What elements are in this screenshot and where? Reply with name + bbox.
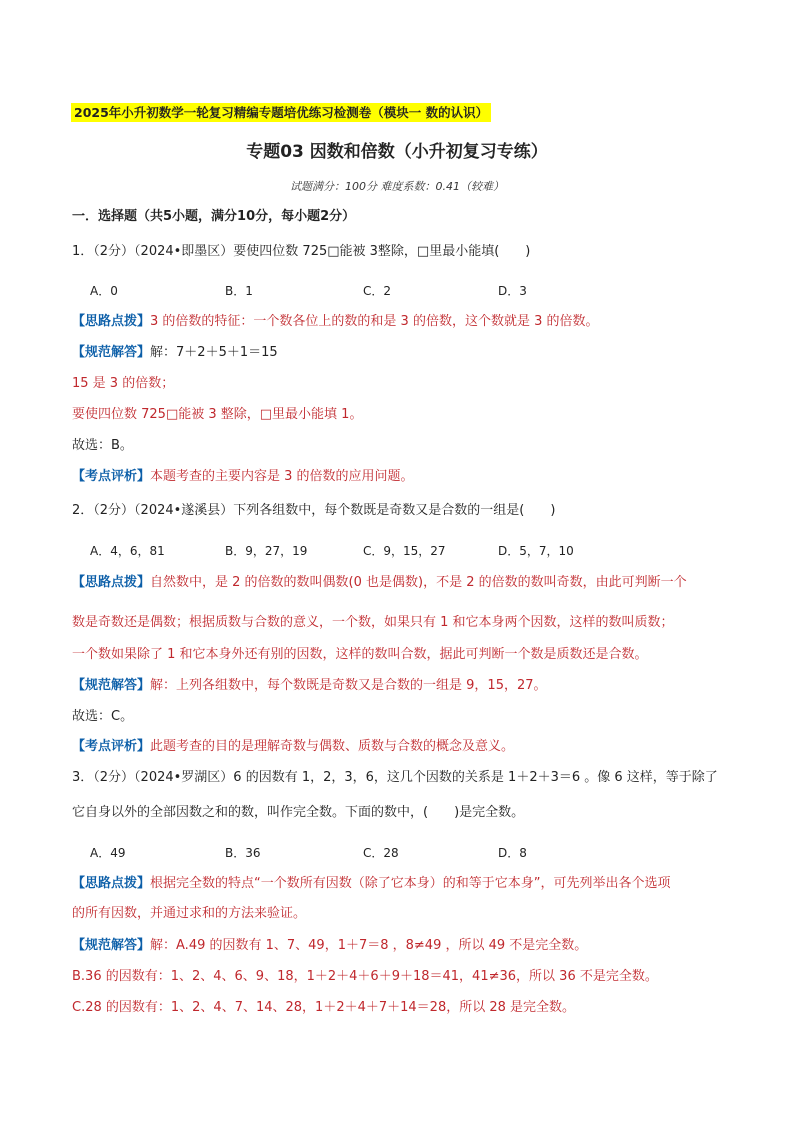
q1-answer-calc: 7＋2＋5＋1＝15	[176, 345, 278, 360]
q1-stem: 1．（2分）（2024•即墨区）要使四位数 725□能被 3整除，□里最小能填( )	[72, 244, 531, 259]
q2-answer: 解：上列各组数中，每个数既是奇数又是合数的一组是 9，15，27。	[150, 678, 547, 693]
q1-review: 本题考查的主要内容是 3 的倍数的应用问题。	[150, 469, 414, 484]
q3-answer-tag: 【规范解答】	[72, 938, 151, 953]
q1-review-tag: 【考点评析】	[72, 469, 151, 484]
q1-answer-prefix: 解：	[150, 345, 177, 360]
q2-review: 此题考查的目的是理解奇数与偶数、质数与合数的概念及意义。	[150, 739, 515, 754]
q2-review-tag: 【考点评析】	[72, 739, 151, 754]
q1-hint-line	[72, 313, 599, 330]
q2-answer-tag: 【规范解答】	[72, 678, 151, 693]
q2-option-b: B．9，27，19	[225, 544, 308, 558]
q3-stem-2: 它自身以外的全部因数之和的数，叫作完全数。下面的数中，( )是完全数。	[72, 805, 525, 820]
q1-choice: 故选：B。	[72, 438, 133, 453]
q3-option-c: C．28	[363, 846, 399, 860]
q2-hint-2: 数是奇数还是偶数；根据质数与合数的意义，一个数，如果只有 1 和它本身两个因数，这样的数叫质数；	[72, 615, 674, 630]
q1-option-d: D．3	[498, 284, 527, 298]
q2-hint-3: 一个数如果除了 1 和它本身外还有别的因数，这样的数叫合数，据此可判断一个数是质数还是合数。	[72, 647, 648, 662]
doc-banner: 2025年小升初数学一轮复习精编专题培优练习检测卷（模块一 数的认识）	[71, 103, 491, 122]
q3-hint-tag: 【思路点拨】	[72, 876, 151, 891]
q3-answer-1: 解：A.49 的因数有 1、7、49，1＋7＝8 ，8≠49 ，所以 49 不是完全数。	[150, 938, 588, 953]
section-heading: 一．选择题（共5小题，满分10分，每小题2分）	[72, 209, 356, 224]
q2-option-d: D．5，7，10	[498, 544, 574, 558]
q3-option-d: D．8	[498, 846, 527, 860]
q3-option-a: A．49	[90, 846, 126, 860]
q3-option-b: B．36	[225, 846, 261, 860]
q1-answer-line	[72, 344, 278, 361]
q2-option-c: C．9，15，27	[363, 544, 446, 558]
q2-stem: 2．（2分）（2024•遂溪县）下列各组数中，每个数既是奇数又是合数的一组是( )	[72, 503, 556, 518]
q3-answer-2: B.36 的因数有：1、2、4、6、9、18，1＋2＋4＋6＋9＋18＝41，41≠36，所以 36 不是完全数。	[72, 969, 658, 984]
q1-option-c: C．2	[363, 284, 392, 298]
score-difficulty: 试题满分：100分 难度系数：0.41（较难）	[290, 180, 504, 193]
q1-option-b: B．1	[225, 284, 253, 298]
q2-choice: 故选：C。	[72, 709, 134, 724]
q1-answer-tag: 【规范解答】	[72, 345, 151, 360]
q3-stem-1: 3．（2分）（2024•罗湖区）6 的因数有 1，2，3，6，这几个因数的关系是 1＋2＋3＝6 。像 6 这样，等于除了	[72, 770, 718, 785]
q3-answer-3: C.28 的因数有：1、2、4、7、14、28，1＋2＋4＋7＋14＝28，所以 28 是完全数。	[72, 1000, 576, 1015]
q2-review-line	[72, 738, 514, 755]
q3-hint-2: 的所有因数，并通过求和的方法来验证。	[72, 906, 307, 921]
q3-answer-line	[72, 937, 587, 954]
q1-option-a: A．0	[90, 284, 118, 298]
q1-answer-3: 要使四位数 725□能被 3 整除，□里最小能填 1。	[72, 407, 363, 422]
q2-hint-line	[72, 574, 687, 591]
q1-answer-2: 15 是 3 的倍数；	[72, 376, 175, 391]
page-title: 专题03 因数和倍数（小升初复习专练）	[246, 142, 548, 162]
q2-answer-line	[72, 677, 547, 694]
q1-review-line	[72, 468, 414, 485]
q1-hint-tag: 【思路点拨】	[72, 314, 151, 329]
q3-hint-line	[72, 875, 671, 892]
q1-hint: 3 的倍数的特征：一个数各位上的数的和是 3 的倍数，这个数就是 3 的倍数。	[150, 314, 599, 329]
q2-hint-1: 自然数中，是 2 的倍数的数叫偶数(0 也是偶数)，不是 2 的倍数的数叫奇数，由此可判断一个	[150, 575, 687, 590]
q2-hint-tag: 【思路点拨】	[72, 575, 151, 590]
q3-hint-1: 根据完全数的特点“一个数所有因数（除了它本身）的和等于它本身”，可先列举出各个选项	[150, 876, 671, 891]
q2-option-a: A．4，6，81	[90, 544, 165, 558]
